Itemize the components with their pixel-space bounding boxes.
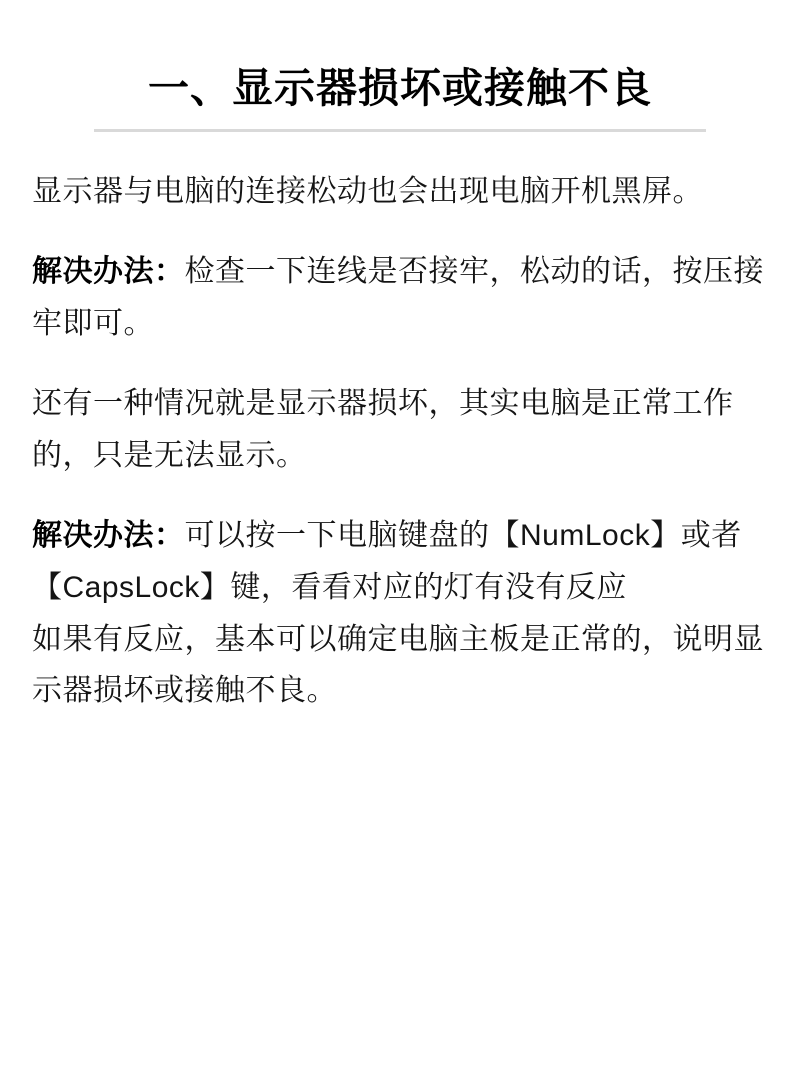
solution-1-lead: 解决办法： xyxy=(32,255,185,289)
paragraph-intro-text: 显示器与电脑的连接松动也会出现电脑开机黑屏。 xyxy=(32,175,703,209)
paragraph-case-2 xyxy=(32,378,768,482)
paragraph-solution-1 xyxy=(32,246,768,350)
paragraph-intro xyxy=(32,166,768,218)
page-title: 一、显示器损坏或接触不良 xyxy=(148,65,652,111)
solution-1-text: 检查一下连线是否接牢，松动的话，按压接牢即可。 xyxy=(32,255,764,341)
case-2-text: 还有一种情况就是显示器损坏，其实电脑是正常工作的，只是无法显示。 xyxy=(32,386,734,472)
paragraph-solution-2 xyxy=(32,510,768,614)
paragraph-solution-2-continued xyxy=(32,614,768,718)
solution-2-text: 可以按一下电脑键盘的【NumLock】或者【CapsLock】键，看看对应的灯有没有反应 xyxy=(32,518,742,604)
title-divider xyxy=(94,129,706,132)
solution-2-continued-text: 如果有反应，基本可以确定电脑主板是正常的，说明显示器损坏或接触不良。 xyxy=(32,622,764,708)
document-body xyxy=(32,166,768,717)
solution-2-lead: 解决办法： xyxy=(32,518,185,552)
